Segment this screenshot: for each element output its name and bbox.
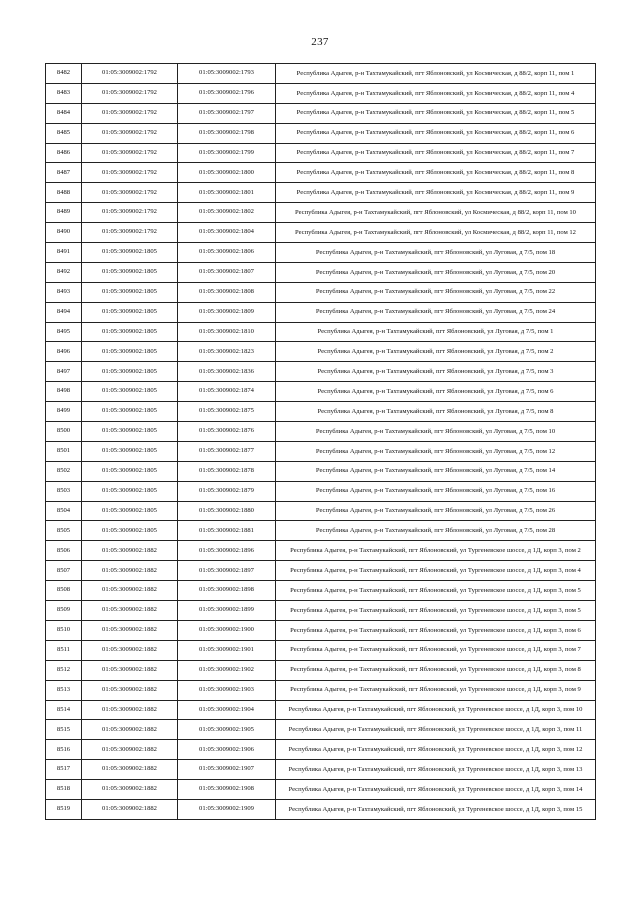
address-cell: Республика Адыгея, р-н Тахтамукайский, пгт Яблоновский, ул Тургеневское шоссе, д 1Д, корп 3, пом 6 [276,620,596,640]
table-row [46,123,596,143]
cadastral-number-cell: 01:05:3009002:1801 [178,183,276,203]
table-row [46,700,596,720]
table-row [46,660,596,680]
row-number-cell: 8491 [46,243,82,263]
cadastral-number-cell: 01:05:3009002:1905 [178,720,276,740]
parent-cadastral-number-cell: 01:05:3009002:1805 [82,402,178,422]
page-number: 237 [311,36,329,48]
cadastral-number-cell: 01:05:3009002:1901 [178,640,276,660]
row-number-cell: 8510 [46,620,82,640]
cadastral-number-cell: 01:05:3009002:1809 [178,302,276,322]
parent-cadastral-number-cell: 01:05:3009002:1882 [82,541,178,561]
parent-cadastral-number-cell: 01:05:3009002:1882 [82,680,178,700]
registry-table [45,63,596,820]
row-number-cell: 8515 [46,720,82,740]
cadastral-number-cell: 01:05:3009002:1874 [178,382,276,402]
table-row [46,461,596,481]
table-row [46,223,596,243]
address-cell: Республика Адыгея, р-н Тахтамукайский, пгт Яблоновский, ул Тургеневское шоссе, д 1Д, корп 3, пом 10 [276,700,596,720]
table-row [46,501,596,521]
address-cell: Республика Адыгея, р-н Тахтамукайский, пгт Яблоновский, ул Космическая, д 88/2, корп 11, пом 7 [276,143,596,163]
table-row [46,581,596,601]
row-number-cell: 8511 [46,640,82,660]
parent-cadastral-number-cell: 01:05:3009002:1792 [82,183,178,203]
address-cell: Республика Адыгея, р-н Тахтамукайский, пгт Яблоновский, ул Тургеневское шоссе, д 1Д, корп 3, пом 9 [276,680,596,700]
table-row [46,720,596,740]
row-number-cell: 8519 [46,799,82,819]
cadastral-number-cell: 01:05:3009002:1879 [178,481,276,501]
cadastral-number-cell: 01:05:3009002:1896 [178,541,276,561]
table-row [46,441,596,461]
table-row [46,362,596,382]
address-cell: Республика Адыгея, р-н Тахтамукайский, пгт Яблоновский, ул Космическая, д 88/2, корп 11, пом 12 [276,223,596,243]
table-row [46,402,596,422]
parent-cadastral-number-cell: 01:05:3009002:1882 [82,601,178,621]
table-row [46,422,596,442]
address-cell: Республика Адыгея, р-н Тахтамукайский, пгт Яблоновский, ул Луговая, д 7/5, пом 8 [276,402,596,422]
address-cell: Республика Адыгея, р-н Тахтамукайский, пгт Яблоновский, ул Луговая, д 7/5, пом 12 [276,441,596,461]
table-row [46,521,596,541]
table-row [46,799,596,819]
table-row [46,64,596,84]
row-number-cell: 8486 [46,143,82,163]
parent-cadastral-number-cell: 01:05:3009002:1792 [82,203,178,223]
address-cell: Республика Адыгея, р-н Тахтамукайский, пгт Яблоновский, ул Луговая, д 7/5, пом 1 [276,322,596,342]
cadastral-number-cell: 01:05:3009002:1899 [178,601,276,621]
row-number-cell: 8513 [46,680,82,700]
address-cell: Республика Адыгея, р-н Тахтамукайский, пгт Яблоновский, ул Луговая, д 7/5, пом 26 [276,501,596,521]
table-row [46,183,596,203]
parent-cadastral-number-cell: 01:05:3009002:1882 [82,660,178,680]
row-number-cell: 8504 [46,501,82,521]
row-number-cell: 8487 [46,163,82,183]
cadastral-number-cell: 01:05:3009002:1800 [178,163,276,183]
row-number-cell: 8482 [46,64,82,84]
parent-cadastral-number-cell: 01:05:3009002:1792 [82,123,178,143]
row-number-cell: 8503 [46,481,82,501]
parent-cadastral-number-cell: 01:05:3009002:1805 [82,501,178,521]
row-number-cell: 8495 [46,322,82,342]
table-row [46,561,596,581]
address-cell: Республика Адыгея, р-н Тахтамукайский, пгт Яблоновский, ул Тургеневское шоссе, д 1Д, корп 3, пом 2 [276,541,596,561]
cadastral-number-cell: 01:05:3009002:1799 [178,143,276,163]
parent-cadastral-number-cell: 01:05:3009002:1882 [82,760,178,780]
row-number-cell: 8488 [46,183,82,203]
row-number-cell: 8494 [46,302,82,322]
table-row [46,282,596,302]
table-row [46,680,596,700]
table-row [46,740,596,760]
address-cell: Республика Адыгея, р-н Тахтамукайский, пгт Яблоновский, ул Тургеневское шоссе, д 1Д, корп 3, пом 15 [276,799,596,819]
row-number-cell: 8492 [46,262,82,282]
cadastral-number-cell: 01:05:3009002:1903 [178,680,276,700]
address-cell: Республика Адыгея, р-н Тахтамукайский, пгт Яблоновский, ул Луговая, д 7/5, пом 18 [276,243,596,263]
parent-cadastral-number-cell: 01:05:3009002:1805 [82,302,178,322]
address-cell: Республика Адыгея, р-н Тахтамукайский, пгт Яблоновский, ул Луговая, д 7/5, пом 10 [276,422,596,442]
row-number-cell: 8514 [46,700,82,720]
address-cell: Республика Адыгея, р-н Тахтамукайский, пгт Яблоновский, ул Тургеневское шоссе, д 1Д, корп 3, пом 8 [276,660,596,680]
address-cell: Республика Адыгея, р-н Тахтамукайский, пгт Яблоновский, ул Луговая, д 7/5, пом 20 [276,262,596,282]
address-cell: Республика Адыгея, р-н Тахтамукайский, пгт Яблоновский, ул Луговая, д 7/5, пом 24 [276,302,596,322]
address-cell: Республика Адыгея, р-н Тахтамукайский, пгт Яблоновский, ул Космическая, д 88/2, корп 11, пом 5 [276,103,596,123]
table-row [46,143,596,163]
table-row [46,760,596,780]
parent-cadastral-number-cell: 01:05:3009002:1805 [82,481,178,501]
row-number-cell: 8484 [46,103,82,123]
row-number-cell: 8512 [46,660,82,680]
parent-cadastral-number-cell: 01:05:3009002:1805 [82,461,178,481]
address-cell: Республика Адыгея, р-н Тахтамукайский, пгт Яблоновский, ул Тургеневское шоссе, д 1Д, корп 3, пом 14 [276,780,596,800]
row-number-cell: 8508 [46,581,82,601]
address-cell: Республика Адыгея, р-н Тахтамукайский, пгт Яблоновский, ул Космическая, д 88/2, корп 11, пом 8 [276,163,596,183]
parent-cadastral-number-cell: 01:05:3009002:1882 [82,700,178,720]
row-number-cell: 8496 [46,342,82,362]
row-number-cell: 8493 [46,282,82,302]
parent-cadastral-number-cell: 01:05:3009002:1792 [82,143,178,163]
cadastral-number-cell: 01:05:3009002:1807 [178,262,276,282]
table-row [46,342,596,362]
cadastral-number-cell: 01:05:3009002:1823 [178,342,276,362]
table-row [46,83,596,103]
address-cell: Республика Адыгея, р-н Тахтамукайский, пгт Яблоновский, ул Тургеневское шоссе, д 1Д, корп 3, пом 11 [276,720,596,740]
parent-cadastral-number-cell: 01:05:3009002:1882 [82,640,178,660]
row-number-cell: 8489 [46,203,82,223]
table-row [46,780,596,800]
parent-cadastral-number-cell: 01:05:3009002:1882 [82,581,178,601]
cadastral-number-cell: 01:05:3009002:1796 [178,83,276,103]
cadastral-number-cell: 01:05:3009002:1875 [178,402,276,422]
row-number-cell: 8498 [46,382,82,402]
address-cell: Республика Адыгея, р-н Тахтамукайский, пгт Яблоновский, ул Луговая, д 7/5, пом 2 [276,342,596,362]
address-cell: Республика Адыгея, р-н Тахтамукайский, пгт Яблоновский, ул Тургеневское шоссе, д 1Д, корп 3, пом 12 [276,740,596,760]
address-cell: Республика Адыгея, р-н Тахтамукайский, пгт Яблоновский, ул Космическая, д 88/2, корп 11, пом 9 [276,183,596,203]
parent-cadastral-number-cell: 01:05:3009002:1792 [82,163,178,183]
parent-cadastral-number-cell: 01:05:3009002:1792 [82,223,178,243]
parent-cadastral-number-cell: 01:05:3009002:1805 [82,262,178,282]
row-number-cell: 8506 [46,541,82,561]
row-number-cell: 8516 [46,740,82,760]
parent-cadastral-number-cell: 01:05:3009002:1792 [82,83,178,103]
table-row [46,481,596,501]
cadastral-number-cell: 01:05:3009002:1798 [178,123,276,143]
parent-cadastral-number-cell: 01:05:3009002:1882 [82,620,178,640]
parent-cadastral-number-cell: 01:05:3009002:1882 [82,799,178,819]
row-number-cell: 8485 [46,123,82,143]
row-number-cell: 8483 [46,83,82,103]
parent-cadastral-number-cell: 01:05:3009002:1792 [82,103,178,123]
cadastral-number-cell: 01:05:3009002:1880 [178,501,276,521]
table-row [46,203,596,223]
row-number-cell: 8499 [46,402,82,422]
registry-table-body [46,64,596,820]
cadastral-number-cell: 01:05:3009002:1802 [178,203,276,223]
cadastral-number-cell: 01:05:3009002:1909 [178,799,276,819]
cadastral-number-cell: 01:05:3009002:1797 [178,103,276,123]
row-number-cell: 8500 [46,422,82,442]
cadastral-number-cell: 01:05:3009002:1908 [178,780,276,800]
table-row [46,620,596,640]
cadastral-number-cell: 01:05:3009002:1876 [178,422,276,442]
row-number-cell: 8518 [46,780,82,800]
row-number-cell: 8507 [46,561,82,581]
address-cell: Республика Адыгея, р-н Тахтамукайский, пгт Яблоновский, ул Луговая, д 7/5, пом 22 [276,282,596,302]
parent-cadastral-number-cell: 01:05:3009002:1805 [82,362,178,382]
table-row [46,382,596,402]
cadastral-number-cell: 01:05:3009002:1897 [178,561,276,581]
table-row [46,302,596,322]
parent-cadastral-number-cell: 01:05:3009002:1805 [82,382,178,402]
cadastral-number-cell: 01:05:3009002:1804 [178,223,276,243]
cadastral-number-cell: 01:05:3009002:1810 [178,322,276,342]
parent-cadastral-number-cell: 01:05:3009002:1882 [82,780,178,800]
parent-cadastral-number-cell: 01:05:3009002:1805 [82,282,178,302]
parent-cadastral-number-cell: 01:05:3009002:1805 [82,322,178,342]
row-number-cell: 8517 [46,760,82,780]
row-number-cell: 8501 [46,441,82,461]
table-row [46,322,596,342]
parent-cadastral-number-cell: 01:05:3009002:1805 [82,441,178,461]
cadastral-number-cell: 01:05:3009002:1898 [178,581,276,601]
cadastral-number-cell: 01:05:3009002:1793 [178,64,276,84]
address-cell: Республика Адыгея, р-н Тахтамукайский, пгт Яблоновский, ул Космическая, д 88/2, корп 11, пом 6 [276,123,596,143]
row-number-cell: 8505 [46,521,82,541]
address-cell: Республика Адыгея, р-н Тахтамукайский, пгт Яблоновский, ул Тургеневское шоссе, д 1Д, корп 3, пом 5 [276,581,596,601]
cadastral-number-cell: 01:05:3009002:1906 [178,740,276,760]
address-cell: Республика Адыгея, р-н Тахтамукайский, пгт Яблоновский, ул Луговая, д 7/5, пом 28 [276,521,596,541]
address-cell: Республика Адыгея, р-н Тахтамукайский, пгт Яблоновский, ул Тургеневское шоссе, д 1Д, корп 3, пом 5 [276,601,596,621]
table-row [46,640,596,660]
parent-cadastral-number-cell: 01:05:3009002:1882 [82,740,178,760]
row-number-cell: 8490 [46,223,82,243]
table-row [46,163,596,183]
cadastral-number-cell: 01:05:3009002:1808 [178,282,276,302]
cadastral-number-cell: 01:05:3009002:1881 [178,521,276,541]
address-cell: Республика Адыгея, р-н Тахтамукайский, пгт Яблоновский, ул Луговая, д 7/5, пом 6 [276,382,596,402]
cadastral-number-cell: 01:05:3009002:1907 [178,760,276,780]
row-number-cell: 8502 [46,461,82,481]
cadastral-number-cell: 01:05:3009002:1806 [178,243,276,263]
table-row [46,541,596,561]
cadastral-number-cell: 01:05:3009002:1836 [178,362,276,382]
parent-cadastral-number-cell: 01:05:3009002:1805 [82,243,178,263]
address-cell: Республика Адыгея, р-н Тахтамукайский, пгт Яблоновский, ул Космическая, д 88/2, корп 11, пом 4 [276,83,596,103]
table-row [46,243,596,263]
row-number-cell: 8509 [46,601,82,621]
row-number-cell: 8497 [46,362,82,382]
parent-cadastral-number-cell: 01:05:3009002:1792 [82,64,178,84]
cadastral-number-cell: 01:05:3009002:1902 [178,660,276,680]
address-cell: Республика Адыгея, р-н Тахтамукайский, пгт Яблоновский, ул Тургеневское шоссе, д 1Д, корп 3, пом 4 [276,561,596,581]
address-cell: Республика Адыгея, р-н Тахтамукайский, пгт Яблоновский, ул Луговая, д 7/5, пом 16 [276,481,596,501]
parent-cadastral-number-cell: 01:05:3009002:1882 [82,720,178,740]
table-row [46,262,596,282]
parent-cadastral-number-cell: 01:05:3009002:1805 [82,422,178,442]
cadastral-number-cell: 01:05:3009002:1900 [178,620,276,640]
table-row [46,601,596,621]
address-cell: Республика Адыгея, р-н Тахтамукайский, пгт Яблоновский, ул Тургеневское шоссе, д 1Д, корп 3, пом 13 [276,760,596,780]
address-cell: Республика Адыгея, р-н Тахтамукайский, пгт Яблоновский, ул Космическая, д 88/2, корп 11, пом 1 [276,64,596,84]
parent-cadastral-number-cell: 01:05:3009002:1805 [82,521,178,541]
cadastral-number-cell: 01:05:3009002:1877 [178,441,276,461]
parent-cadastral-number-cell: 01:05:3009002:1882 [82,561,178,581]
cadastral-number-cell: 01:05:3009002:1904 [178,700,276,720]
cadastral-number-cell: 01:05:3009002:1878 [178,461,276,481]
address-cell: Республика Адыгея, р-н Тахтамукайский, пгт Яблоновский, ул Луговая, д 7/5, пом 3 [276,362,596,382]
parent-cadastral-number-cell: 01:05:3009002:1805 [82,342,178,362]
address-cell: Республика Адыгея, р-н Тахтамукайский, пгт Яблоновский, ул Луговая, д 7/5, пом 14 [276,461,596,481]
address-cell: Республика Адыгея, р-н Тахтамукайский, пгт Яблоновский, ул Космическая, д 88/2, корп 11, пом 10 [276,203,596,223]
address-cell: Республика Адыгея, р-н Тахтамукайский, пгт Яблоновский, ул Тургеневское шоссе, д 1Д, корп 3, пом 7 [276,640,596,660]
table-row [46,103,596,123]
